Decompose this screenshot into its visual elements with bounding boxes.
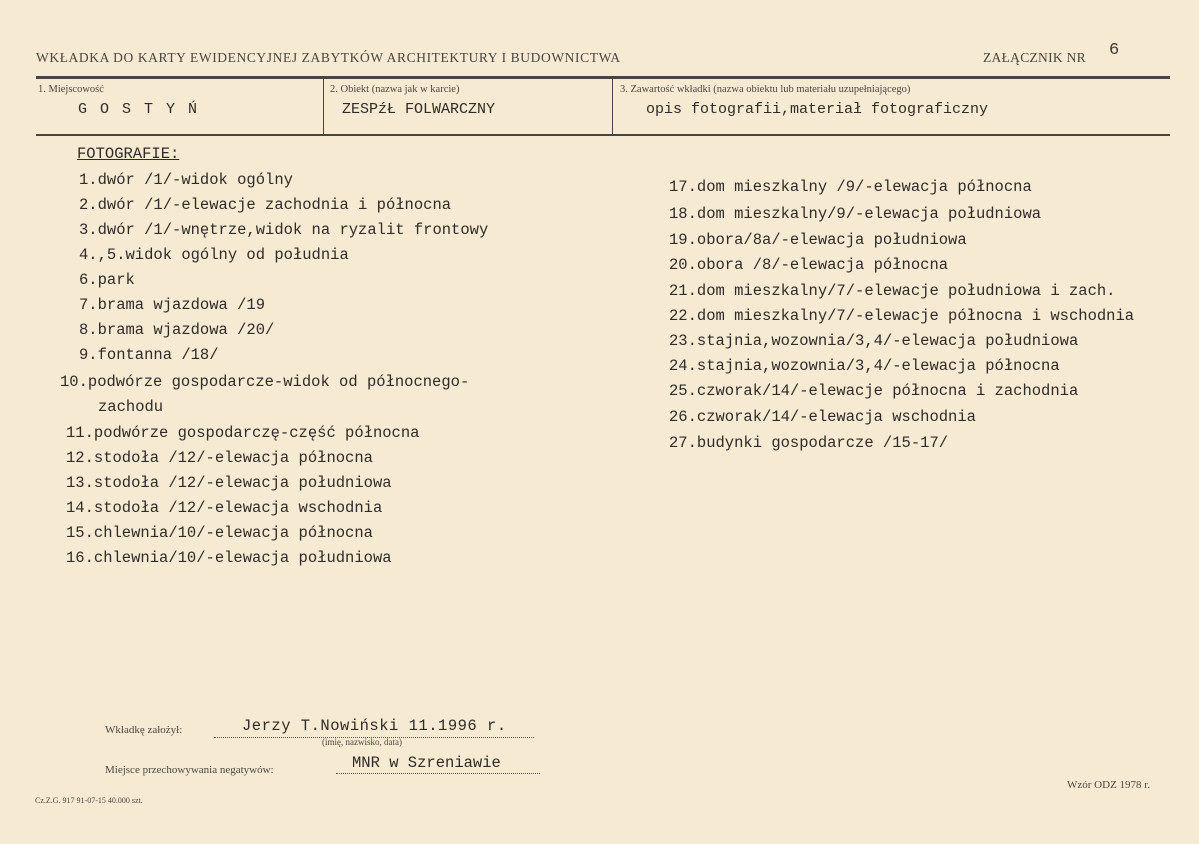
list-item: 15.chlewnia/10/-elewacja północna — [66, 524, 373, 542]
list-item: 26.czworak/14/-elewacja wschodnia — [669, 408, 976, 426]
list-item: 12.stodoła /12/-elewacja północna — [66, 449, 373, 467]
storage-dotted-line — [336, 773, 540, 774]
form-title: WKŁADKA DO KARTY EWIDENCYJNEJ ZABYTKÓW ARCHITEKTURY I BUDOWNICTWA — [36, 50, 621, 65]
list-item: 13.stodoła /12/-elewacja południowa — [66, 474, 392, 492]
list-item: 20.obora /8/-elewacja północna — [669, 256, 949, 274]
list-item: 21.dom mieszkalny/7/-elewacje południowa i zach. — [669, 282, 1116, 300]
storage-value: MNR w Szreniawie — [352, 754, 501, 772]
object-value: ZESPźŁ FOLWARCZNY — [342, 101, 496, 118]
annex-number: 6 — [1109, 41, 1120, 60]
header-bottom-rule — [36, 134, 1170, 136]
content-label: 3. Zawartość wkładki (nazwa obiektu lub materiału uzupełniającego) — [620, 84, 911, 95]
list-item: 27.budynki gospodarcze /15-17/ — [669, 434, 949, 452]
header-top-rule — [36, 76, 1170, 79]
created-label: Wkładkę założył: — [105, 724, 183, 736]
list-item: 17.dom mieszkalny /9/-elewacja północna — [669, 178, 1032, 196]
list-item: 9.fontanna /18/ — [79, 346, 219, 364]
place-value: G O S T Y Ń — [78, 101, 200, 118]
field-divider-2 — [612, 79, 613, 134]
list-item: 8.brama wjazdowa /20/ — [79, 321, 275, 339]
list-item: 23.stajnia,wozownia/3,4/-elewacja południowa — [669, 332, 1079, 350]
list-item: 16.chlewnia/10/-elewacja południowa — [66, 549, 392, 567]
created-hint: (imię, nazwisko, data) — [322, 737, 402, 747]
place-label: 1. Miejscowość — [38, 84, 104, 95]
section-title: FOTOGRAFIE: — [77, 145, 180, 163]
created-value: Jerzy T.Nowiński 11.1996 r. — [242, 717, 507, 735]
list-item: 1.dwór /1/-widok ogólny — [79, 171, 293, 189]
object-label: 2. Obiekt (nazwa jak w karcie) — [330, 84, 460, 95]
list-item: 4.,5.widok ogólny od południa — [79, 246, 349, 264]
list-item: 2.dwór /1/-elewacje zachodnia i północna — [79, 196, 452, 214]
list-item: 11.podwórze gospodarczę-część północna — [66, 424, 420, 442]
list-item-continuation: zachodu — [98, 398, 164, 416]
pattern-note: Wzór ODZ 1978 r. — [1067, 779, 1151, 791]
list-item: 25.czworak/14/-elewacje północna i zachodnia — [669, 382, 1079, 400]
list-item: 24.stajnia,wozownia/3,4/-elewacja północna — [669, 357, 1060, 375]
print-info: Cz.Z.G. 917 91-07-15 40.000 szt. — [35, 796, 143, 805]
field-divider-1 — [323, 79, 324, 134]
storage-label: Miejsce przechowywania negatywów: — [105, 764, 274, 776]
list-item: 6.park — [79, 271, 135, 289]
list-item: 18.dom mieszkalny/9/-elewacja południowa — [669, 205, 1042, 223]
list-item: 3.dwór /1/-wnętrze,widok na ryzalit frontowy — [79, 221, 489, 239]
list-item: 7.brama wjazdowa /19 — [79, 296, 266, 314]
annex-label: ZAŁĄCZNIK NR — [983, 50, 1086, 65]
content-value: opis fotografii,materiał fotograficzny — [646, 101, 989, 118]
list-item: 14.stodoła /12/-elewacja wschodnia — [66, 499, 383, 517]
list-item: 10.podwórze gospodarcze-widok od północnego- — [60, 373, 470, 391]
list-item: 22.dom mieszkalny/7/-elewacje północna i wschodnia — [669, 307, 1135, 325]
list-item: 19.obora/8a/-elewacja południowa — [669, 231, 967, 249]
